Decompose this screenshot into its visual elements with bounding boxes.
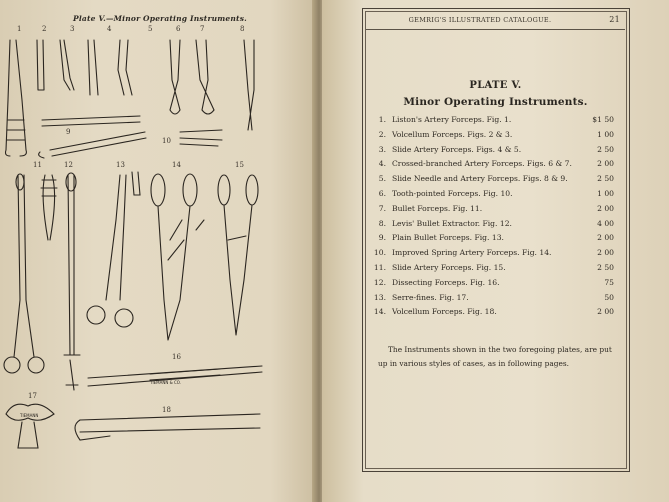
- item-number: 11.: [373, 262, 386, 272]
- item-number: 1.: [378, 115, 386, 124]
- item-price: 2 00: [597, 159, 614, 169]
- page-number: 21: [609, 15, 620, 24]
- item-price: $1 50: [592, 115, 614, 124]
- item-number: 12.: [373, 277, 386, 287]
- fig-10-tooth-forceps: [180, 130, 222, 146]
- item-price: 2 00: [597, 307, 614, 317]
- fig-14-spring-forceps: [151, 174, 204, 340]
- item-price: 1 00: [597, 188, 614, 198]
- item-number: 9.: [378, 233, 386, 243]
- fig-15-slide-artery-forceps: [218, 175, 258, 335]
- item-description: Liston's Artery Forceps. Fig. 1.: [392, 115, 512, 124]
- item-description: Tooth-pointed Forceps. Fig. 10.: [392, 188, 513, 198]
- item-description: Volcellum Forceps. Fig. 18.: [392, 307, 497, 317]
- list-item: [370, 233, 620, 248]
- item-number: 6.: [378, 188, 386, 198]
- item-description: Dissecting Forceps. Fig. 16.: [392, 277, 500, 287]
- fig-18-volcellum-forceps: [75, 414, 260, 440]
- item-number: 3.: [378, 144, 386, 154]
- list-item: [370, 159, 620, 174]
- fig-2-3-volcellum: [37, 40, 74, 90]
- list-item: [370, 248, 620, 263]
- instruments-engraving: [0, 0, 318, 502]
- item-price: 50: [604, 292, 614, 302]
- list-item: [370, 130, 620, 145]
- list-item: [370, 145, 620, 160]
- running-head: [370, 16, 620, 28]
- figure-number: 8: [240, 25, 245, 33]
- item-price: 75: [604, 277, 614, 287]
- figure-number: 4: [107, 25, 112, 33]
- figure-number: 6: [176, 25, 181, 33]
- engraved-maker-label: TIEMANN & CO.: [150, 380, 182, 385]
- plate-caption: Plate V.—Minor Operating Instruments.: [73, 14, 247, 23]
- list-item: [370, 204, 620, 219]
- figure-number: 16: [172, 353, 181, 361]
- list-item: [370, 219, 620, 234]
- figure-number: 18: [162, 406, 171, 414]
- item-description: Slide Needle and Artery Forceps. Figs. 8 & 9.: [392, 174, 568, 184]
- item-price: 2 00: [597, 203, 614, 213]
- figure-number: 14: [172, 161, 181, 169]
- running-title: GEMRIG'S ILLUSTRATED CATALOGUE.: [408, 16, 552, 24]
- item-number: 13.: [373, 292, 386, 302]
- figure-number: 1: [17, 25, 22, 33]
- figure-number: 11: [33, 161, 42, 169]
- figure-number: 3: [70, 25, 75, 33]
- figure-number: 10: [162, 137, 171, 145]
- fig-12-bullet-extractor: [41, 175, 57, 240]
- figure-number: 13: [116, 161, 125, 169]
- item-description: Slide Artery Forceps. Fig. 15.: [392, 262, 506, 272]
- figure-number: 17: [28, 392, 37, 400]
- fig-6-7-crossed-forceps: [170, 40, 214, 114]
- item-description: Plain Bullet Forceps. Fig. 13.: [392, 233, 504, 243]
- figure-number: 5: [148, 25, 153, 33]
- item-description: Levis' Bullet Extractor. Fig. 12.: [392, 218, 512, 228]
- list-item: [370, 189, 620, 204]
- item-description: Improved Spring Artery Forceps. Fig. 14.: [392, 248, 552, 258]
- fig-9-horizontal: [39, 116, 146, 158]
- item-description: Slide Artery Forceps. Figs. 4 & 5.: [392, 144, 522, 154]
- item-number: 2.: [378, 129, 386, 139]
- list-item: [370, 278, 620, 293]
- item-price: 4 00: [597, 218, 614, 228]
- item-number: 5.: [378, 174, 386, 184]
- fig-4-5-slide-forceps: [88, 40, 132, 95]
- fig-17-serre-fine: [6, 404, 54, 448]
- item-price: 1 00: [597, 129, 614, 139]
- item-price: 2 50: [597, 262, 614, 272]
- fig-1-liston-forceps: [6, 40, 27, 156]
- item-number: 14.: [373, 307, 386, 317]
- engraved-maker-label: TIEMANN: [20, 413, 39, 418]
- list-item: [370, 174, 620, 189]
- item-price: 2 50: [597, 144, 614, 154]
- figure-number: 9: [66, 128, 71, 136]
- list-item: [370, 293, 620, 308]
- item-description: Serre-fines. Fig. 17.: [392, 292, 469, 302]
- item-number: 4.: [378, 159, 386, 169]
- plate-title: PLATE V.: [469, 80, 522, 91]
- cases-note: The Instruments shown in the two foregoing plates, are put up in various styles of cases, as in following pages.: [378, 345, 612, 369]
- item-price: 2 00: [597, 248, 614, 258]
- figure-number: 15: [235, 161, 244, 169]
- figure-number: 7: [200, 25, 205, 33]
- fig-12b-long-instrument: [64, 173, 80, 390]
- price-list: [370, 115, 620, 322]
- header-rule: [366, 29, 625, 30]
- figure-number: 2: [42, 25, 47, 33]
- item-description: Crossed-branched Artery Forceps. Figs. 6 & 7.: [392, 159, 572, 169]
- item-price: 2 00: [597, 233, 614, 243]
- item-description: Bullet Forceps. Fig. 11.: [392, 203, 483, 213]
- item-price: 2 50: [597, 174, 614, 184]
- item-number: 10.: [373, 248, 386, 258]
- section-title: Minor Operating Instruments.: [403, 96, 588, 108]
- figure-number: 12: [64, 161, 73, 169]
- item-description: Volcellum Forceps. Figs. 2 & 3.: [392, 129, 513, 139]
- fig-11-bullet-forceps: [4, 174, 44, 373]
- list-item: [370, 307, 620, 322]
- list-item: [370, 263, 620, 278]
- list-item: [370, 115, 620, 130]
- item-number: 8.: [378, 218, 386, 228]
- item-number: 7.: [378, 203, 386, 213]
- fig-13-scissors: [87, 172, 140, 327]
- fig-8-needle-forceps: [244, 40, 254, 130]
